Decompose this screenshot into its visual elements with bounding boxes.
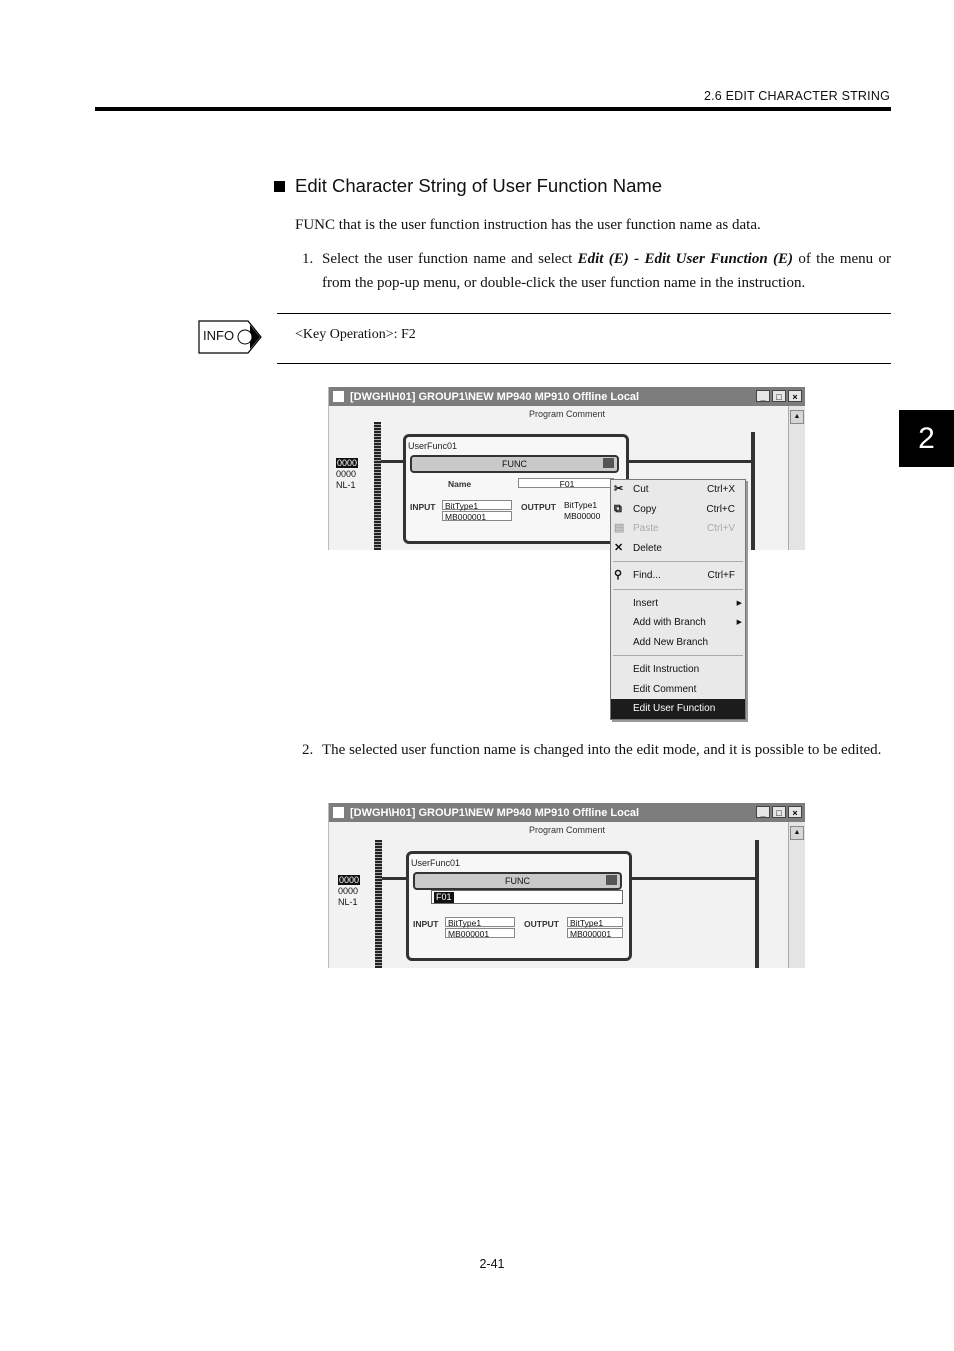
screenshot-edit-mode — [328, 803, 804, 968]
menu-separator — [613, 655, 743, 656]
right-power-rail — [751, 432, 755, 550]
user-function-label: UserFunc01 — [411, 858, 461, 868]
maximize-button[interactable]: □ — [772, 806, 786, 818]
output-type-field[interactable]: BitType1 — [567, 917, 623, 927]
func-block[interactable] — [403, 434, 629, 544]
minimize-button[interactable]: _ — [756, 390, 770, 402]
step-numbers — [338, 875, 360, 908]
output-label: OUTPUT — [521, 502, 556, 512]
minimize-button[interactable]: _ — [756, 806, 770, 818]
window-system-icon[interactable] — [333, 391, 344, 402]
wire-out — [623, 460, 751, 463]
function-name-selected-text[interactable]: F01 — [436, 892, 452, 902]
menu-item-label: Find... — [633, 570, 661, 581]
input-register-field[interactable]: MB000001 — [442, 511, 512, 521]
submenu-arrow-icon: ▶ — [736, 599, 742, 607]
window-title: [DWGH\H01] GROUP1\NEW MP940 MP910 Offline Local — [350, 806, 640, 819]
maximize-button[interactable]: □ — [772, 390, 786, 402]
editor-window — [328, 803, 805, 968]
program-comment: Program Comment — [528, 825, 606, 835]
running-head: 2.6 EDIT CHARACTER STRING — [703, 89, 890, 103]
menu-item-copy[interactable] — [611, 500, 745, 520]
step-2 — [302, 738, 891, 762]
menu-item-shortcut: Ctrl+C — [706, 503, 735, 515]
output-type-field[interactable]: BitType1 — [564, 500, 598, 510]
window-titlebar — [329, 803, 805, 822]
scroll-up-icon[interactable]: ▲ — [790, 410, 804, 424]
header-rule — [95, 107, 891, 111]
program-comment: Program Comment — [528, 409, 606, 419]
menu-item-label: Delete — [633, 542, 662, 554]
context-menu — [610, 479, 746, 720]
input-label: INPUT — [410, 502, 436, 512]
info-text: <Key Operation>: F2 — [295, 327, 416, 342]
scroll-up-icon[interactable]: ▲ — [790, 826, 804, 840]
vertical-scrollbar[interactable] — [788, 406, 805, 550]
step-number: 2. — [302, 742, 314, 758]
output-register-field[interactable]: MB00000 — [564, 511, 601, 521]
function-name-field[interactable]: F01 — [518, 478, 614, 488]
left-power-rail — [374, 422, 381, 550]
step-number: NL-1 — [338, 897, 358, 907]
menu-item-shortcut: Ctrl+V — [706, 523, 735, 534]
menu-item-add-new-branch[interactable] — [611, 633, 745, 653]
binoculars-icon: ⚲ — [614, 569, 623, 581]
page-number: 2-41 — [479, 1257, 505, 1271]
close-button[interactable]: × — [788, 390, 802, 402]
menu-separator — [613, 561, 743, 562]
info-rule-top — [277, 313, 891, 314]
output-label: OUTPUT — [524, 919, 559, 929]
menu-item-edit-instruction[interactable] — [611, 660, 745, 680]
scissors-icon: ✂ — [614, 483, 624, 495]
menu-item-label: Edit Instruction — [633, 664, 700, 675]
step-text: Select the user function name and select Edit (E) - Edit User Function (E) of the menu or from the pop-up menu, or double-click the user function name in the instruction. — [322, 251, 891, 291]
name-label: Name — [448, 479, 472, 489]
step-number: 0000 — [336, 469, 357, 479]
step-number: 1. — [302, 251, 314, 267]
func-instruction-bar[interactable]: FUNC — [413, 872, 622, 890]
menu-path: Edit (E) - Edit User Function (E) — [577, 251, 793, 267]
section-title — [274, 175, 662, 197]
info-badge — [198, 320, 262, 354]
menu-item-edit-comment[interactable] — [611, 680, 745, 700]
func-edit-icon[interactable] — [603, 458, 614, 468]
step-text: The selected user function name is changed into the edit mode, and it is possible to be edited. — [322, 742, 882, 758]
input-register-field[interactable]: MB000001 — [445, 928, 515, 938]
paste-icon: ▤ — [614, 522, 625, 534]
input-label: INPUT — [413, 919, 439, 929]
left-power-rail — [375, 840, 382, 968]
step-number: NL-1 — [336, 480, 356, 490]
menu-item-label: Copy — [633, 503, 657, 515]
input-type-field[interactable]: BitType1 — [445, 917, 515, 927]
menu-item-label: Edit Comment — [633, 683, 697, 695]
wire-out — [627, 877, 755, 880]
delete-icon: ✕ — [614, 541, 624, 554]
menu-item-label: Add New Branch — [633, 636, 709, 648]
menu-item-add-with-branch[interactable] — [611, 613, 745, 633]
menu-item-label: Edit User Function — [633, 703, 716, 714]
info-label: INFO — [203, 328, 235, 343]
menu-item-edit-user-function[interactable] — [611, 699, 745, 719]
menu-item-label: Cut — [633, 484, 649, 495]
func-instruction-bar[interactable]: FUNC — [410, 455, 619, 473]
menu-item-shortcut: Ctrl+X — [706, 484, 735, 495]
function-name-edit-field[interactable] — [431, 890, 623, 904]
output-register-field[interactable]: MB000001 — [567, 928, 623, 938]
intro-paragraph: FUNC that is the user function instruction has the user function name as data. — [295, 217, 761, 233]
section-title-text: Edit Character String of User Function Name — [295, 175, 663, 196]
screenshot-context-menu — [328, 387, 804, 723]
square-bullet-icon — [274, 181, 285, 192]
step-numbers — [336, 458, 358, 491]
chapter-tab: 2 — [899, 410, 954, 467]
menu-item-insert[interactable] — [611, 594, 745, 614]
step-number-selected[interactable]: 0000 — [337, 458, 358, 468]
submenu-arrow-icon: ▶ — [736, 619, 742, 626]
menu-item-cut[interactable] — [611, 480, 745, 500]
step-number-selected[interactable]: 0000 — [339, 875, 360, 885]
close-button[interactable]: × — [788, 806, 802, 818]
window-title: [DWGH\H01] GROUP1\NEW MP940 MP910 Offline Local — [350, 390, 640, 403]
menu-item-delete[interactable] — [611, 539, 745, 559]
menu-item-paste[interactable] — [611, 519, 745, 539]
input-type-field[interactable]: BitType1 — [442, 500, 512, 510]
menu-item-label: Paste — [633, 523, 659, 534]
menu-separator — [613, 589, 743, 590]
menu-item-label: Add with Branch — [633, 617, 706, 628]
vertical-scrollbar[interactable] — [788, 822, 805, 968]
info-rule-bottom — [277, 363, 891, 364]
user-function-label: UserFunc01 — [408, 441, 458, 451]
menu-item-label: Insert — [633, 597, 659, 609]
menu-item-find[interactable] — [611, 566, 745, 586]
copy-icon: ⧉ — [614, 502, 622, 515]
menu-item-shortcut: Ctrl+F — [707, 570, 735, 581]
step-1 — [302, 247, 891, 295]
func-edit-icon[interactable] — [606, 875, 617, 885]
right-power-rail — [755, 840, 759, 968]
step-number: 0000 — [338, 886, 359, 896]
window-titlebar — [329, 387, 805, 406]
window-system-icon[interactable] — [333, 807, 344, 818]
func-block[interactable] — [406, 851, 632, 961]
